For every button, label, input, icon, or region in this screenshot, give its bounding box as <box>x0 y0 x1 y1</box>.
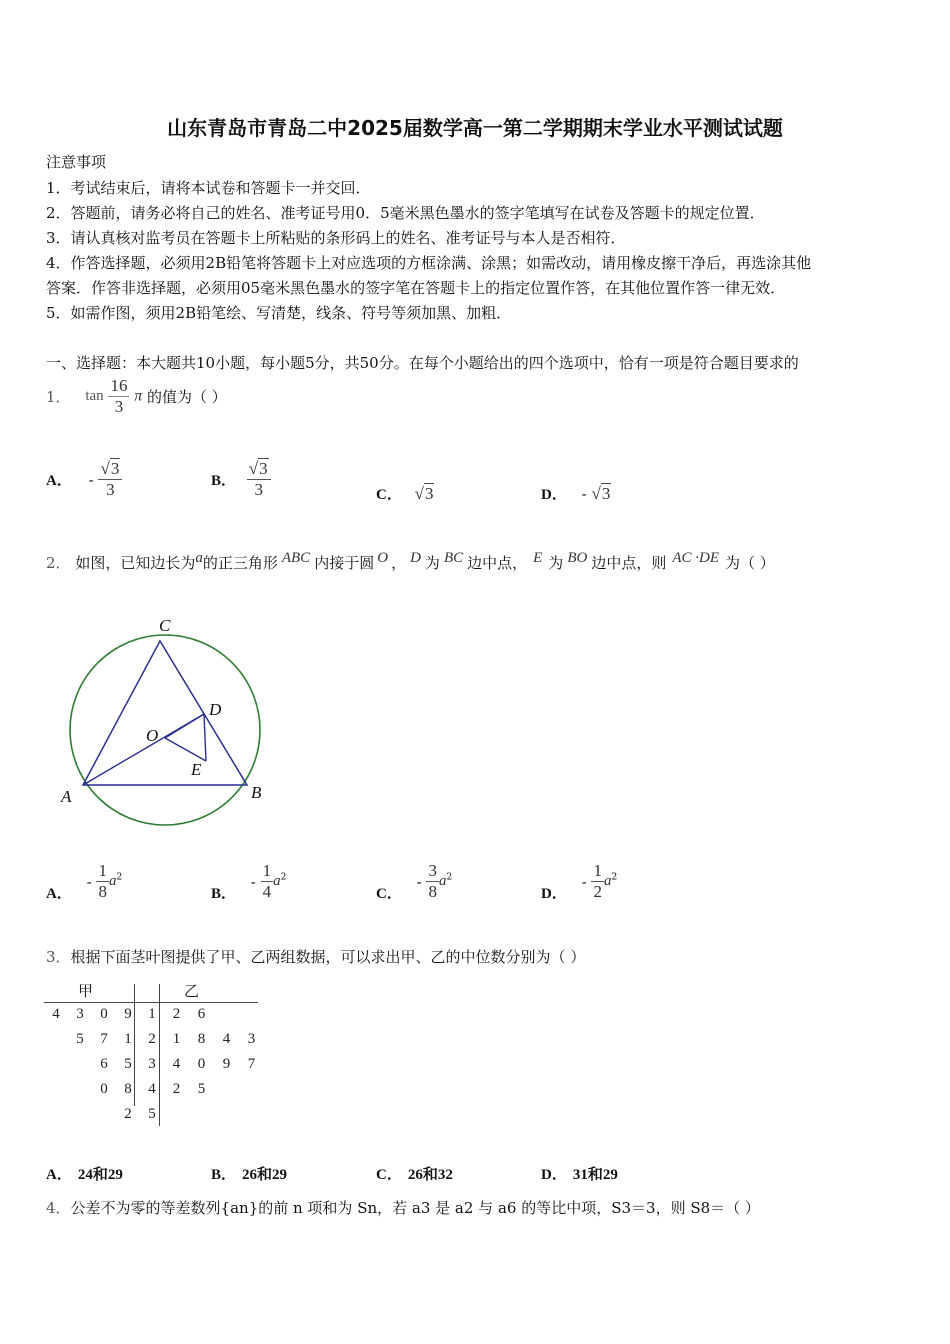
leaf-yi: 2 <box>172 1006 181 1022</box>
stem-row <box>44 1052 264 1077</box>
circle-o <box>70 635 260 825</box>
leaf-jia: 2 <box>124 1106 132 1122</box>
notice-item: 3．请认真核对监考员在答题卡上所粘贴的条形码上的姓名、准考证号与本人是否相符． <box>46 229 626 247</box>
notice-item: 1．考试结束后，请将本试卷和答题卡一并交回． <box>46 179 371 197</box>
leaf-jia: 8 <box>124 1081 132 1097</box>
q1-option-c: C． √3 <box>376 484 434 503</box>
stem-leaf-plot <box>44 980 264 1130</box>
leaf-yi <box>164 1102 189 1127</box>
q3-option-b: B． 26和29 <box>211 1167 288 1183</box>
leaf-jia <box>68 1077 92 1102</box>
leaf-jia: 7 <box>100 1031 108 1047</box>
question-1 <box>46 376 227 417</box>
tan-func: tan <box>85 388 104 404</box>
leaf-yi: 7 <box>247 1056 256 1072</box>
q3-option-d: D． 31和29 <box>541 1167 618 1183</box>
segment-oe <box>165 738 206 761</box>
triangle-abc <box>83 641 247 785</box>
leaf-jia: 9 <box>124 1006 132 1022</box>
fraction: $\frac{1}{4}$ <box>262 861 272 901</box>
leaf-jia <box>68 1102 92 1127</box>
fraction: $\frac{√3}{3}$ <box>247 459 271 500</box>
fraction: $\frac{16}{3}$ <box>110 376 128 416</box>
q1-option-b: B． $\frac{√3}{3}$ <box>211 459 271 500</box>
label-c: C <box>159 616 171 635</box>
stem-value: 2 <box>148 1031 156 1047</box>
leaf-jia: 1 <box>124 1031 132 1047</box>
leaf-jia <box>68 1052 92 1077</box>
leaf-jia <box>44 1102 68 1127</box>
q2-option-c: C． - $\frac{3}{8}$ $a^2$ <box>376 861 453 902</box>
fraction: $\frac{3}{8}$ <box>428 861 437 901</box>
leaf-jia <box>92 1102 116 1127</box>
question-number: 1． <box>46 388 71 406</box>
q2-option-a: A． - $\frac{1}{8}$ $a^2$ <box>46 861 123 902</box>
leaf-yi: 0 <box>197 1056 206 1072</box>
fraction: $\frac{√3}{3}$ <box>98 459 122 500</box>
question-4: 4．公差不为零的等差数列{an}的前 n 项和为 Sn，若 a3 是 a2 与 a6 的等比中项，S3＝3，则 S8＝（ ） <box>46 1199 760 1217</box>
notice-heading: 注意事项 <box>46 153 107 171</box>
stem-value: 4 <box>148 1081 156 1097</box>
triangle-circle-figure <box>55 610 275 840</box>
q1-option-d: D． - √3 <box>541 484 611 503</box>
leaf-yi <box>239 1077 264 1102</box>
leaf-yi <box>214 1002 239 1027</box>
leaf-jia: 6 <box>100 1056 108 1072</box>
leaf-yi: 1 <box>172 1031 181 1047</box>
notice-item: 5．如需作图，须用2B铅笔绘、写清楚，线条、符号等须加黑、加粗． <box>46 304 512 322</box>
leaf-yi: 4 <box>222 1031 231 1047</box>
label-o: O <box>146 726 159 745</box>
q3-option-c: C． 26和32 <box>376 1167 453 1183</box>
stem-row <box>44 1027 264 1052</box>
leaf-jia: 3 <box>76 1006 84 1022</box>
stem-row <box>44 1102 264 1127</box>
leaf-yi <box>214 1102 239 1127</box>
question-text: 的值为（ ） <box>147 388 227 406</box>
segment-od <box>165 714 204 738</box>
leaf-jia: 0 <box>100 1006 108 1022</box>
label-b: B <box>251 783 262 802</box>
header-jia: 甲 <box>78 982 94 1000</box>
leaf-yi: 9 <box>222 1056 231 1072</box>
question-3: 3．根据下面茎叶图提供了甲、乙两组数据，可以求出甲、乙的中位数分别为（ ） <box>46 948 586 966</box>
leaf-yi: 8 <box>197 1031 206 1047</box>
label-a: A <box>61 787 72 806</box>
leaf-yi: 4 <box>172 1056 181 1072</box>
segment-de <box>204 714 206 761</box>
pi-symbol: π <box>134 387 143 405</box>
stem-row <box>44 1002 264 1027</box>
fraction: $\frac{1}{8}$ <box>98 861 107 901</box>
stem-value: 3 <box>148 1056 156 1072</box>
q2-option-d: D． - $\frac{1}{2}$ $a^2$ <box>541 861 618 902</box>
leaf-jia <box>44 1077 68 1102</box>
page-title: 山东青岛市青岛二中2025届数学高一第二学期期末学业水平测试试题 <box>167 116 783 140</box>
leaf-yi: 6 <box>197 1006 206 1022</box>
notice-item: 4．作答选择题，必须用2B铅笔将答题卡上对应选项的方框涂满、涂黑；如需改动，请用橡皮擦干净后，再选涂其他 <box>46 254 812 272</box>
header-yi: 乙 <box>184 982 200 1000</box>
stem-value: 1 <box>148 1006 156 1022</box>
question-2: 2． 如图，已知边长为a的正三角形 ABC 内接于圆 O ， D 为 BC 边中点， E 为 BO 边中点，则 AC ·DE 为（ ） <box>46 550 775 572</box>
leaf-jia: 5 <box>76 1031 84 1047</box>
leaf-yi <box>214 1077 239 1102</box>
stem-value: 5 <box>148 1106 156 1122</box>
notice-item: 2．答题前，请务必将自己的姓名、准考证号用0．5毫米黑色墨水的签字笔填写在试卷及答题卡的规定位置． <box>46 204 765 222</box>
leaf-yi: 3 <box>247 1031 256 1047</box>
leaf-jia: 4 <box>52 1006 60 1022</box>
q2-option-b: B． - $\frac{1}{4}$ $a^2$ <box>211 861 287 902</box>
notice-item: 答案．作答非选择题，必须用05毫米黑色墨水的签字笔在答题卡上的指定位置作答，在其他位置作答一律无效． <box>46 279 786 297</box>
q3-option-a: A． 24和29 <box>46 1167 123 1183</box>
leaf-yi: 2 <box>172 1081 181 1097</box>
leaf-jia <box>44 1027 68 1052</box>
leaf-yi: 5 <box>197 1081 206 1097</box>
q1-option-a: A． - $\frac{√3}{3}$ <box>46 459 122 500</box>
stem-row <box>44 1077 264 1102</box>
leaf-jia: 5 <box>124 1056 132 1072</box>
leaf-jia: 0 <box>100 1081 108 1097</box>
label-e: E <box>191 760 202 779</box>
fraction: $\frac{1}{2}$ <box>593 861 602 901</box>
leaf-jia <box>44 1052 68 1077</box>
leaf-yi <box>239 1102 264 1127</box>
leaf-yi <box>189 1102 214 1127</box>
label-d: D <box>209 700 222 719</box>
leaf-yi <box>239 1002 264 1027</box>
section-heading: 一、选择题：本大题共10小题，每小题5分，共50分。在每个小题给出的四个选项中，恰有一项是符合题目要求的 <box>46 354 799 372</box>
